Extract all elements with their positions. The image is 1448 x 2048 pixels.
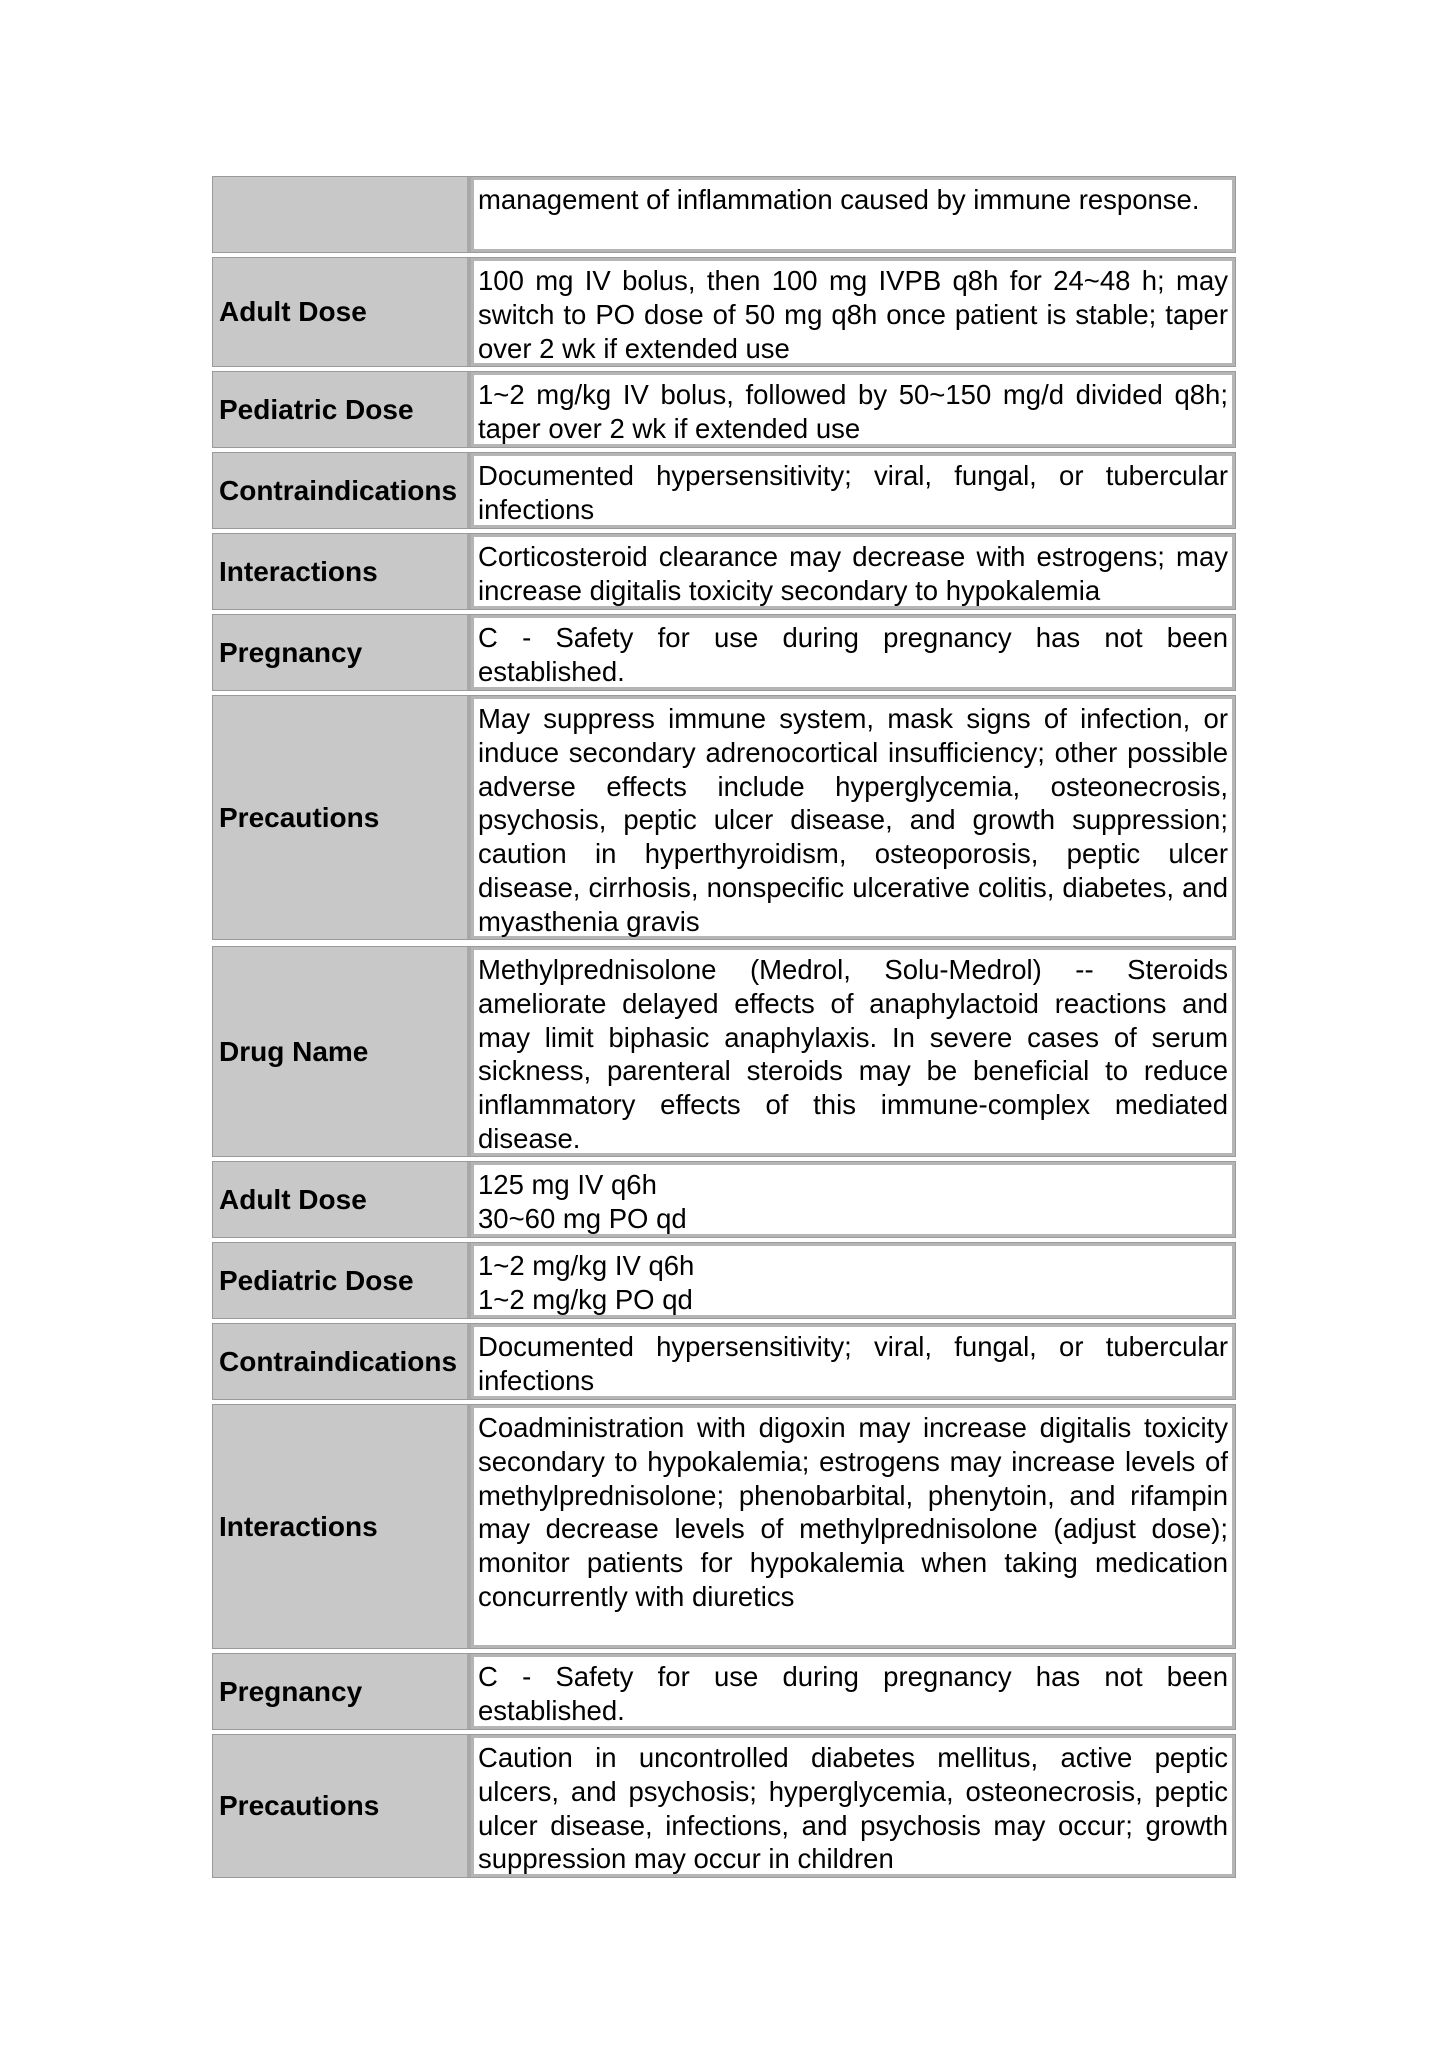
row-value: Documented hypersensitivity; viral, fungal, or tubercular infections: [471, 453, 1235, 528]
value-line: 1~2 mg/kg IV q6h: [478, 1250, 695, 1281]
table-row: [212, 1161, 1236, 1238]
row-value: May suppress immune system, mask signs of infection, or induce secondary adrenocortical insufficiency; other possible adverse effects include hyperglycemia, osteonecrosis, psychosis, peptic ulcer disease, and growth suppression; caution in hyperthyroidism, osteoporosis, peptic ulcer disease, cirrhosis, nonspecific ulcerative colitis, diabetes, and myasthenia gravis: [471, 696, 1235, 939]
value-line: 1~2 mg/kg PO qd: [478, 1283, 693, 1315]
value-line: 30~60 mg PO qd: [478, 1202, 687, 1234]
table-row: [212, 257, 1236, 367]
row-label: Precautions: [213, 696, 471, 939]
row-label: Pregnancy: [213, 1654, 471, 1729]
row-label: Adult Dose: [213, 258, 471, 366]
table-row: [212, 1734, 1236, 1878]
drug-group-2: [212, 946, 1236, 1878]
row-label: Precautions: [213, 1735, 471, 1877]
row-label: Adult Dose: [213, 1162, 471, 1237]
value-line: 125 mg IV q6h: [478, 1169, 657, 1200]
table-row: [212, 1323, 1236, 1400]
row-value: [471, 1162, 1235, 1237]
row-label: Contraindications: [213, 453, 471, 528]
table-row: [212, 946, 1236, 1157]
row-label: Pediatric Dose: [213, 1243, 471, 1318]
drug-info-table: [212, 176, 1236, 1878]
table-row: [212, 695, 1236, 940]
row-label: Pediatric Dose: [213, 372, 471, 447]
table-row: [212, 1404, 1236, 1649]
row-label: Drug Name: [213, 947, 471, 1156]
row-value: Documented hypersensitivity; viral, fungal, or tubercular infections: [471, 1324, 1235, 1399]
table-row: [212, 1242, 1236, 1319]
row-value: management of inflammation caused by immune response.: [471, 177, 1235, 252]
row-value: C - Safety for use during pregnancy has not been established.: [471, 1654, 1235, 1729]
table-row: [212, 452, 1236, 529]
row-value: Coadministration with digoxin may increase digitalis toxicity secondary to hypokalemia; estrogens may increase levels of methylprednisolone; phenobarbital, phenytoin, and rifampin may decrease levels of methylprednisolone (adjust dose); monitor patients for hypokalemia when taking medication concurrently with diuretics: [471, 1405, 1235, 1648]
drug-group-1: [212, 176, 1236, 940]
row-value: C - Safety for use during pregnancy has not been established.: [471, 615, 1235, 690]
table-row: [212, 371, 1236, 448]
row-label: Pregnancy: [213, 615, 471, 690]
row-value: Corticosteroid clearance may decrease with estrogens; may increase digitalis toxicity secondary to hypokalemia: [471, 534, 1235, 609]
row-value: [471, 1243, 1235, 1318]
table-row: [212, 614, 1236, 691]
row-label: [213, 177, 471, 252]
row-label: Contraindications: [213, 1324, 471, 1399]
row-label: Interactions: [213, 1405, 471, 1648]
table-row: [212, 1653, 1236, 1730]
table-row: [212, 533, 1236, 610]
row-value: 100 mg IV bolus, then 100 mg IVPB q8h for 24~48 h; may switch to PO dose of 50 mg q8h once patient is stable; taper over 2 wk if extended use: [471, 258, 1235, 366]
row-value: Caution in uncontrolled diabetes mellitus, active peptic ulcers, and psychosis; hyperglycemia, osteonecrosis, peptic ulcer disease, infections, and psychosis may occur; growth suppression may occur in children: [471, 1735, 1235, 1877]
row-label: Interactions: [213, 534, 471, 609]
row-value: 1~2 mg/kg IV bolus, followed by 50~150 mg/d divided q8h; taper over 2 wk if extended use: [471, 372, 1235, 447]
table-row: [212, 176, 1236, 253]
row-value: Methylprednisolone (Medrol, Solu-Medrol) -- Steroids ameliorate delayed effects of anaphylactoid reactions and may limit biphasic anaphylaxis. In severe cases of serum sickness, parenteral steroids may be beneficial to reduce inflammatory effects of this immune-complex mediated disease.: [471, 947, 1235, 1156]
